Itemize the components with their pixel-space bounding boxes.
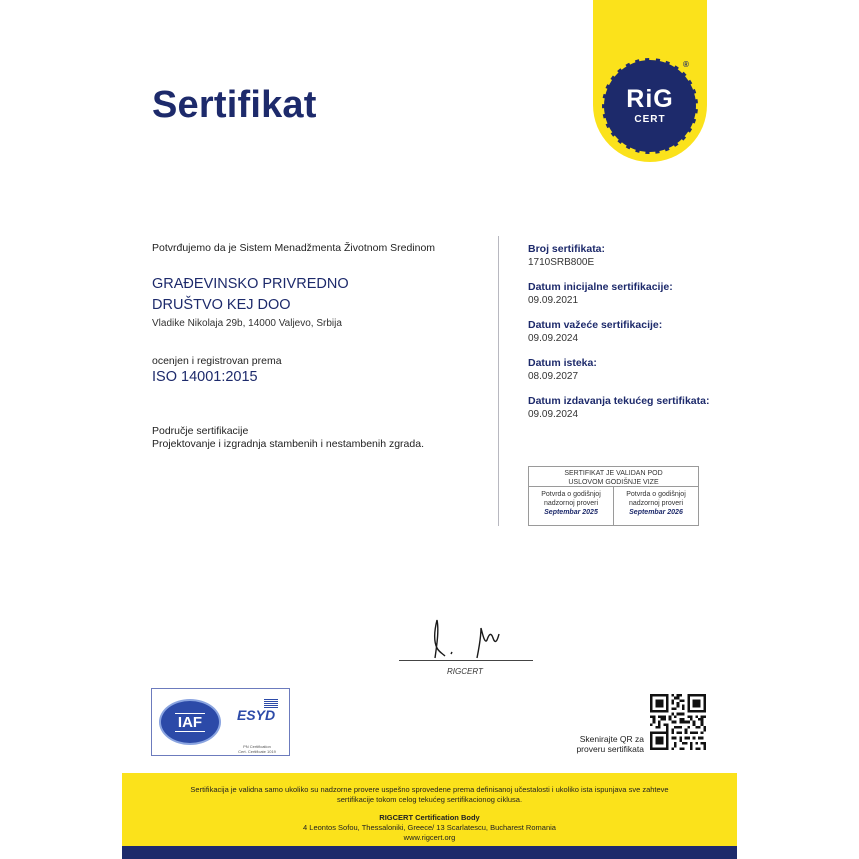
qr-caption-line1: Skenirajte QR za <box>579 734 644 744</box>
document-title: Sertifikat <box>152 84 317 126</box>
footer-notice-line2: sertifikacije tokom celog tekućeg sertifikacionog ciklusa. <box>336 795 523 804</box>
esyd-subtext-line1: PN Certification <box>243 744 271 749</box>
esyd-subtext-line2: Cert. Certificate 1019 <box>238 749 276 754</box>
accreditation-box <box>151 688 290 756</box>
footer-address: 4 Leontos Sofou, Thessaloniki, Greece/ 13 Scarlatescu, Bucharest Romania <box>303 823 556 832</box>
intro-text: Potvrđujemo da je Sistem Menadžmenta Životnom Sredinom <box>152 242 436 254</box>
qr-code-icon[interactable] <box>650 694 706 750</box>
detail-expiry-date <box>528 357 728 382</box>
company-name-line1: GRAĐEVINSKO PRIVREDNO <box>152 276 349 292</box>
column-divider <box>498 236 499 526</box>
logo-sub: CERT <box>634 114 666 125</box>
qr-caption <box>552 734 644 754</box>
detail-label: Datum izdavanja tekućeg sertifikata: <box>528 395 710 407</box>
validity-cell-line2: nadzornoj proveri <box>543 500 599 507</box>
iaf-logo-text: IAF <box>175 713 205 732</box>
certificate-details <box>528 243 728 433</box>
footer-body-name: RIGCERT Certification Body <box>379 813 480 822</box>
detail-value: 09.09.2021 <box>528 295 579 306</box>
esyd-logo <box>228 699 284 743</box>
scope-label: Područje sertifikacije <box>152 425 249 437</box>
validity-cell-line1: Potvrda o godišnjoj <box>541 491 601 498</box>
validity-header-line1: SERTIFIKAT JE VALIDAN POD <box>564 470 663 477</box>
validity-cell-line1: Potvrda o godišnjoj <box>626 491 686 498</box>
validity-cell-2026 <box>613 487 698 525</box>
validity-cell-date: Septembar 2026 <box>629 509 683 516</box>
company-name-line2: DRUŠTVO KEJ DOO <box>152 297 291 313</box>
detail-initial-date <box>528 281 728 306</box>
standard-name: ISO 14001:2015 <box>152 369 258 385</box>
detail-label: Datum inicijalne sertifikacije: <box>528 281 673 293</box>
rigcert-logo <box>602 58 698 154</box>
validity-header <box>529 467 698 487</box>
registered-mark: ® <box>683 60 689 69</box>
footer-notice-line1: Sertifikacija je validna samo ukoliko su nadzorne provere uspešno sprovedene prema definisanoj učestalosti i ukoliko ista ispunjava sve zahteve <box>190 785 669 794</box>
detail-label: Broj sertifikata: <box>528 243 606 255</box>
validity-cell-date: Septembar 2025 <box>544 509 598 516</box>
footer-website-link[interactable]: www.rigcert.org <box>403 833 456 842</box>
validity-cell-line2: nadzornoj proveri <box>628 500 684 507</box>
logo-brand: RiG <box>626 85 674 113</box>
detail-valid-date <box>528 319 728 344</box>
detail-label: Datum isteka: <box>528 357 597 369</box>
footer-band <box>122 773 737 851</box>
company-address: Vladike Nikolaja 29b, 14000 Valjevo, Srbija <box>152 318 342 329</box>
qr-caption-line2: proveru sertifikata <box>576 744 644 754</box>
validity-header-line2: USLOVOM GODIŠNJE VIZE <box>568 479 659 486</box>
validity-row <box>529 487 698 525</box>
detail-label: Datum važeće sertifikacije: <box>528 319 663 331</box>
signatory-name: RIGCERT <box>447 667 483 676</box>
detail-value: 1710SRB800E <box>528 257 595 268</box>
certificate-body <box>152 242 482 450</box>
assessed-label: ocenjen i registrovan prema <box>152 355 282 367</box>
esyd-logo-text: ESYD <box>236 707 276 723</box>
validity-cell-2025 <box>529 487 613 525</box>
detail-value: 09.09.2024 <box>528 409 579 420</box>
company-name <box>152 274 482 316</box>
detail-certificate-number <box>528 243 728 268</box>
detail-issue-date <box>528 395 728 420</box>
detail-value: 09.09.2024 <box>528 333 579 344</box>
scope-text: Projektovanje i izgradnja stambenih i nestambenih zgrada. <box>152 438 424 450</box>
footer-strip <box>122 846 737 859</box>
iaf-logo <box>159 699 221 745</box>
signature-line <box>399 660 533 661</box>
validity-box <box>528 466 699 526</box>
esyd-subtext <box>230 744 284 754</box>
detail-value: 08.09.2027 <box>528 371 579 382</box>
